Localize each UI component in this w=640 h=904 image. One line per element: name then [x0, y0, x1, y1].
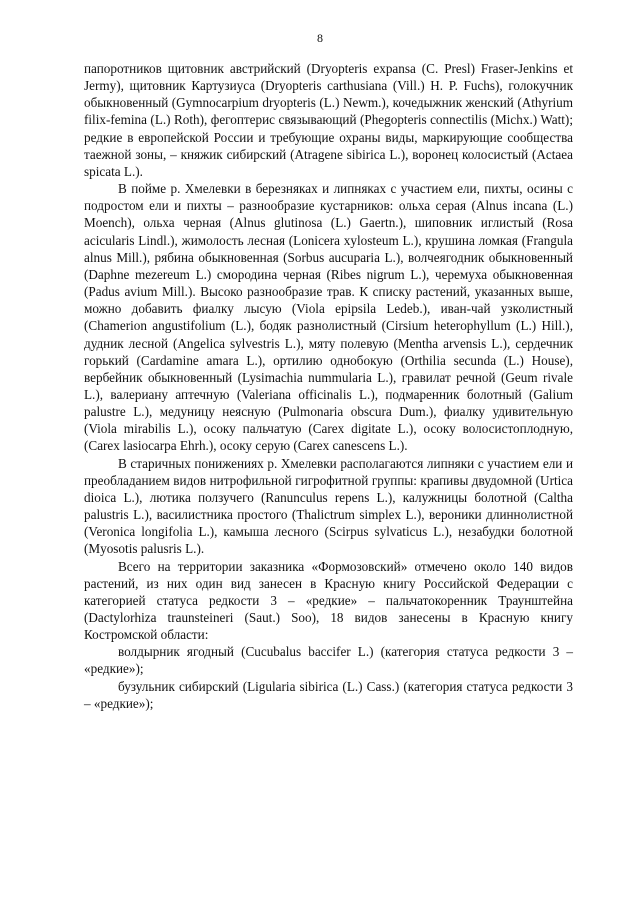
paragraph-species-total: Всего на территории заказника «Формозовский» отмечено около 140 видов растений, из них один вид занесен в Красную книгу Российской Федерации с категорией статуса редкости 3 – «редкие» – пальчатокоренник Траунштейна (Dactylorhiza traunsteineri (Saut.) Soo), 18 видов занесены в Красную книгу Костромской области:: [84, 558, 573, 643]
list-item-cucubalus: волдырник ягодный (Cucubalus baccifer L.) (категория статуса редкости 3 – «редкие»);: [84, 644, 573, 677]
document-body: [84, 60, 573, 712]
paragraph-oxbow-lindens: В старичных понижениях р. Хмелевки располагаются липняки с участием ели и преобладанием видов нитрофильной гигрофитной группы: крапивы двудомной (Urtica dioica L.), лютика ползучего (Ranunculus repens L.), калужницы болотной (Caltha palustris L.), василистника простого (Thalictrum simplex L.), вероники длиннолистной (Veronica longifolia L.), камыша лесного (Scirpus sylvaticus L.), незабудки болотной (Myosotis palusris L.).: [84, 455, 573, 557]
paragraph-ferns-continuation: папоротников щитовник австрийский (Dryopteris expansa (C. Presl) Fraser-Jenkins et Jermy), щитовник Картузиуса (Dryopteris carthusiana (Vill.) H. P. Fuchs), голокучник обыкновенный (Gymnocarpium dryopteris (L.) Newm.), кочедыжник женский (Athyrium filix-femina (L.) Roth), фегоптерис связывающий (Phegopteris connectilis (Michx.) Watt); редкие в европейской России и требующие охраны виды, маркирующие сообщества таежной зоны, – княжик сибирский (Atragene sibirica L.), воронец колосистый (Actaea spicata L.).: [84, 61, 573, 179]
paragraph-floodplain-shrubs: В пойме р. Хмелевки в березняках и липняках с участием ели, пихты, осины с подростом ели и пихты – разнообразие кустарников: ольха серая (Alnus incana (L.) Moench), ольха черная (Alnus glutinosa (L.) Gaertn.), шиповник иглистый (Rosa acicularis Lindl.), жимолость лесная (Lonicera xylosteum L.), крушина ломкая (Frangula alnus Mill.), рябина обыкновенная (Sorbus aucuparia L.), волчеягодник обыкновенный (Daphne mezereum L.) смородина черная (Ribes nigrum L.), черемуха обыкновенная (Padus avium Mill.). Высоко разнообразие трав. К списку растений, указанных выше, можно добавить фиалку лысую (Viola epipsila Ledeb.), иван-чай узколистный (Chamerion angustifolium (L.), бодяк разнолистный (Cirsium heterophyllum (L.) Hill.), дудник лесной (Angelica sylvestris L.), мяту полевую (Mentha arvensis L.), сердечник горький (Cardamine amara L.), ортилию однобокую (Orthilia secunda (L.) House), вербейник обыкновенный (Lysimachia nummularia L.), гравилат речной (Geum rivale L.), валериану аптечную (Valeriana officinalis L.), подмаренник болотный (Galium palustre L.), медуницу неясную (Pulmonaria obscura Dum.), фиалку удивительную (Viola mirabilis L.), осоку пальчатую (Carex digitate L.), осоку волосистоплодную, (Carex lasiocarpa Ehrh.), осоку серую (Carex canescens L.).: [84, 181, 573, 454]
page-number: 8: [317, 31, 323, 45]
list-item-ligularia: бузульник сибирский (Ligularia sibirica (L.) Cass.) (категория статуса редкости 3 – «редкие»);: [84, 678, 573, 711]
